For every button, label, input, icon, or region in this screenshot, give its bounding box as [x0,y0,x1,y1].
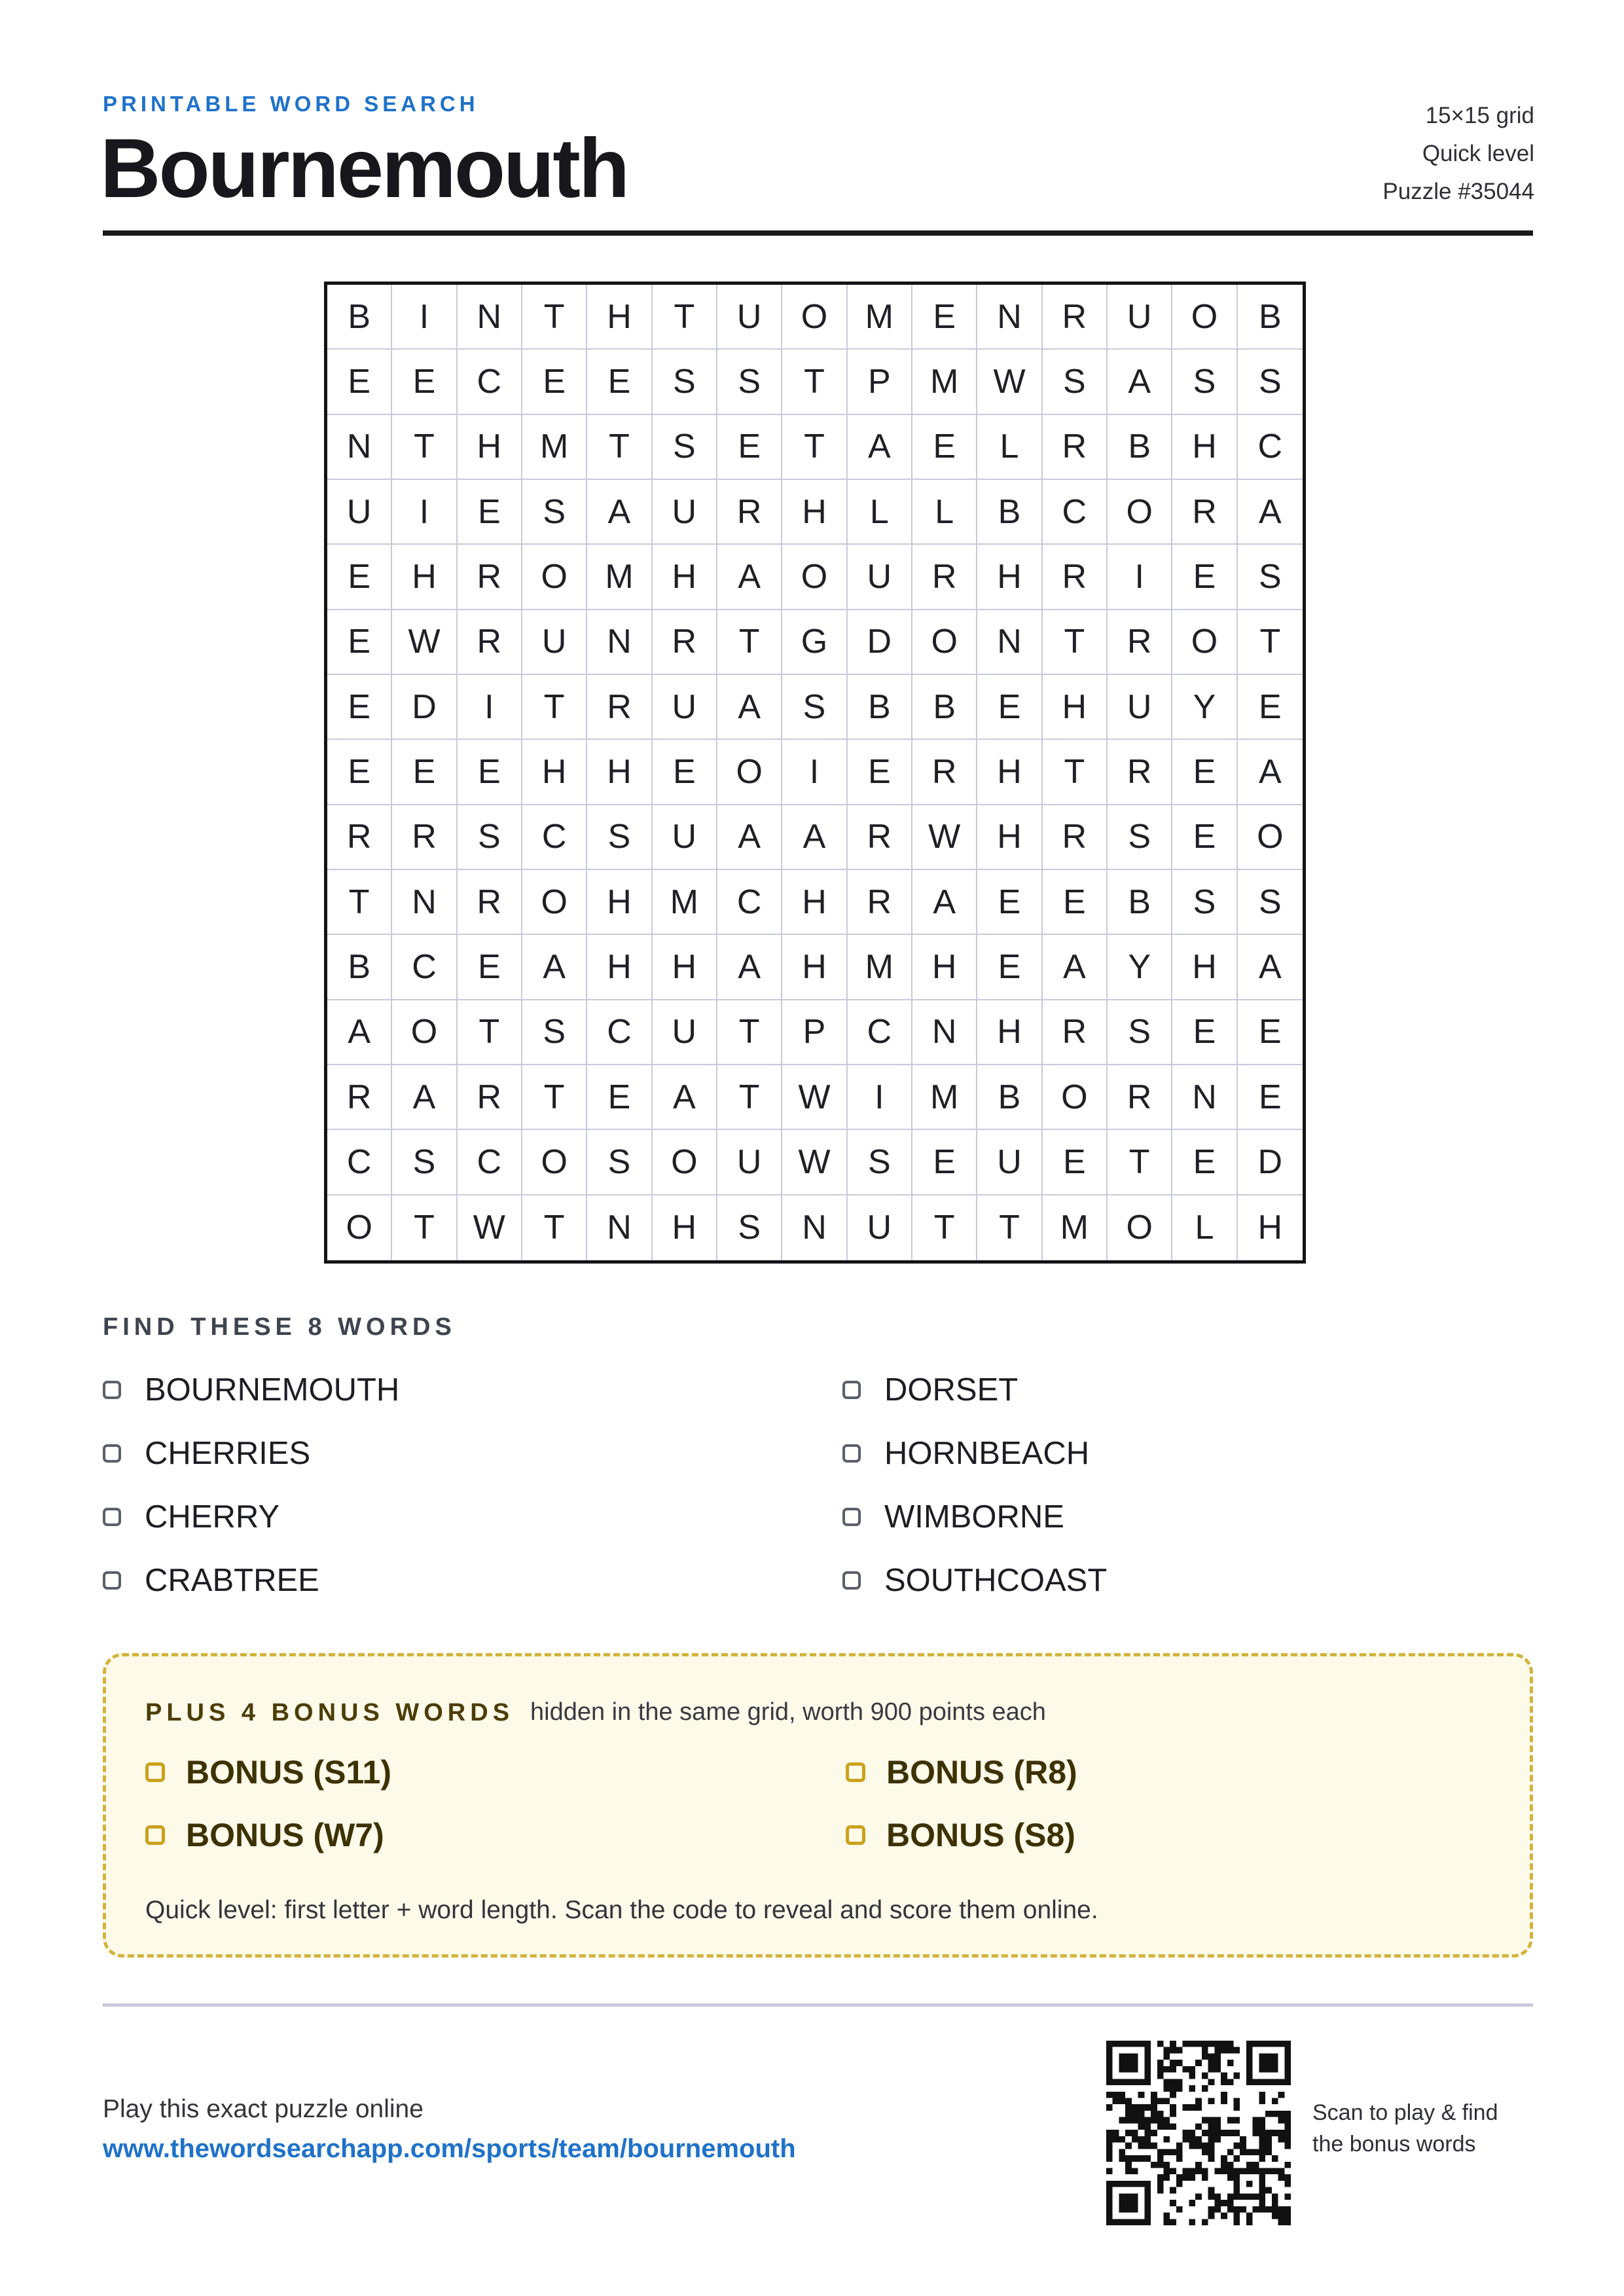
grid-cell[interactable]: C [522,805,587,870]
grid-cell[interactable]: C [327,1130,392,1195]
grid-cell[interactable]: M [522,415,587,480]
word-item[interactable] [842,1435,1533,1471]
grid-cell[interactable]: O [1238,805,1303,870]
bonus-word-item[interactable] [145,1816,846,1854]
grid-cell[interactable]: E [522,350,587,414]
grid-cell[interactable]: T [327,870,392,935]
grid-cell[interactable]: O [912,610,977,675]
grid-cell[interactable]: S [653,415,717,480]
grid-cell[interactable]: E [1043,1130,1108,1195]
grid-cell[interactable]: C [1043,480,1108,545]
grid-cell[interactable]: O [1172,610,1237,675]
grid-cell[interactable]: E [1172,805,1237,870]
grid-cell[interactable]: O [1043,1065,1108,1130]
grid-cell[interactable]: O [717,740,782,805]
grid-cell[interactable]: S [653,350,717,414]
word-item[interactable] [842,1499,1533,1535]
bonus-word-item[interactable] [145,1753,846,1791]
grid-cell[interactable]: U [653,805,717,870]
word-label: CHERRIES [145,1435,311,1471]
grid-cell[interactable]: E [717,415,782,480]
grid-cell[interactable]: R [458,610,522,675]
grid-cell[interactable]: S [717,1195,782,1260]
grid-cell[interactable]: E [458,740,522,805]
grid-cell[interactable]: H [1172,935,1237,1000]
scan-caption-line: the bonus words [1312,2132,1476,2157]
grid-cell[interactable]: D [1238,1130,1303,1195]
bonus-word-item[interactable] [846,1753,1494,1791]
checkbox[interactable] [103,1381,121,1399]
grid-cell[interactable]: Y [1172,675,1237,740]
grid-cell[interactable]: G [782,610,847,675]
word-label: BOURNEMOUTH [145,1372,400,1408]
grid-cell[interactable]: I [848,1065,912,1130]
word-label: CRABTREE [145,1562,319,1598]
eyebrow-label: PRINTABLE WORD SEARCH [103,92,479,116]
grid-cell[interactable]: R [912,545,977,610]
word-item[interactable] [103,1372,842,1408]
grid-cell[interactable]: H [587,870,652,935]
grid-cell[interactable]: S [717,350,782,414]
grid-cell[interactable]: R [1108,610,1172,675]
word-item[interactable] [842,1372,1533,1408]
grid-cell[interactable]: S [1238,545,1303,610]
grid-cell[interactable]: E [1238,1065,1303,1130]
puzzle-meta [1382,97,1534,211]
word-list [103,1372,1533,1598]
bonus-subheading: hidden in the same grid, worth 900 points each [530,1698,1046,1726]
grid-cell[interactable]: C [392,935,457,1000]
grid-cell[interactable]: T [392,1195,457,1260]
grid-cell[interactable]: L [848,480,912,545]
grid-cell[interactable]: A [327,1000,392,1065]
grid-cell[interactable]: C [458,350,522,414]
grid-cell[interactable]: E [392,350,457,414]
grid-cell[interactable]: E [912,415,977,480]
grid-cell[interactable]: H [653,1195,717,1260]
grid-cell[interactable]: M [848,285,912,350]
word-item[interactable] [103,1435,842,1471]
grid-cell[interactable]: R [327,1065,392,1130]
grid-cell[interactable]: O [1108,1195,1172,1260]
grid-cell[interactable]: P [782,1000,847,1065]
grid-cell[interactable]: H [587,740,652,805]
bonus-panel [103,1653,1533,1958]
grid-cell[interactable]: A [1238,740,1303,805]
grid-cell[interactable]: O [522,1130,587,1195]
grid-cell[interactable]: R [458,870,522,935]
grid-cell[interactable]: N [977,285,1042,350]
grid-cell[interactable]: T [587,415,652,480]
grid-cell[interactable]: E [653,740,717,805]
grid-cell[interactable]: T [717,1000,782,1065]
grid-cell[interactable]: E [327,610,392,675]
grid-cell[interactable]: E [1043,870,1108,935]
grid-cell[interactable]: H [653,545,717,610]
grid-cell[interactable]: C [848,1000,912,1065]
grid-cell[interactable]: H [912,935,977,1000]
footer-rule [103,2003,1533,2007]
grid-cell[interactable]: R [1172,480,1237,545]
grid-cell[interactable]: T [977,1195,1042,1260]
grid-cell[interactable]: C [717,870,782,935]
grid-cell[interactable]: O [327,1195,392,1260]
grid-cell[interactable]: E [392,740,457,805]
qr-code-icon[interactable] [1106,2041,1291,2225]
grid-cell[interactable]: R [1108,1065,1172,1130]
grid-cell[interactable]: W [977,350,1042,414]
bonus-word-label: BONUS (S11) [186,1754,391,1791]
grid-cell[interactable]: U [1108,675,1172,740]
grid-cell[interactable]: A [1238,480,1303,545]
checkbox[interactable] [842,1444,861,1463]
grid-cell[interactable]: T [782,350,847,414]
word-label: DORSET [884,1372,1019,1408]
grid-cell[interactable]: H [782,480,847,545]
grid-cell[interactable]: R [1043,285,1108,350]
grid-cell[interactable]: S [1172,870,1237,935]
grid-cell[interactable]: U [327,480,392,545]
grid-cell[interactable]: H [782,935,847,1000]
grid-cell[interactable]: E [1172,1130,1237,1195]
grid-cell[interactable]: A [1043,935,1108,1000]
checkbox[interactable] [103,1444,121,1463]
grid-cell[interactable]: O [782,285,847,350]
grid-cell[interactable]: A [717,935,782,1000]
checkbox[interactable] [145,1825,165,1845]
grid-cell[interactable]: M [912,350,977,414]
grid-cell[interactable]: O [1172,285,1237,350]
grid-cell[interactable]: D [392,675,457,740]
grid-cell[interactable]: U [848,545,912,610]
grid-cell[interactable]: N [977,610,1042,675]
grid-cell[interactable]: A [717,675,782,740]
checkbox[interactable] [842,1571,861,1590]
grid-cell[interactable]: E [977,870,1042,935]
grid-cell[interactable]: A [587,480,652,545]
grid-cell[interactable]: H [653,935,717,1000]
grid-cell[interactable]: H [977,740,1042,805]
word-label: HORNBEACH [884,1435,1090,1471]
letter-grid[interactable] [324,282,1306,1264]
grid-cell[interactable]: U [1108,285,1172,350]
grid-cell[interactable]: S [782,675,847,740]
word-item[interactable] [103,1562,842,1598]
grid-size: 15×15 grid [1425,103,1534,128]
grid-cell[interactable]: R [392,805,457,870]
checkbox[interactable] [103,1571,121,1590]
grid-cell[interactable]: U [653,480,717,545]
grid-cell[interactable]: R [327,805,392,870]
grid-cell[interactable]: R [912,740,977,805]
checkbox[interactable] [842,1381,861,1399]
grid-cell[interactable]: N [587,1195,652,1260]
grid-cell[interactable]: S [458,805,522,870]
grid-cell[interactable]: B [1238,285,1303,350]
grid-cell[interactable]: C [587,1000,652,1065]
grid-cell[interactable]: B [1108,870,1172,935]
grid-cell[interactable]: E [327,675,392,740]
checkbox[interactable] [145,1762,165,1782]
grid-cell[interactable]: O [392,1000,457,1065]
grid-cell[interactable]: E [848,740,912,805]
grid-cell[interactable]: R [587,675,652,740]
grid-cell[interactable]: W [392,610,457,675]
grid-cell[interactable]: S [1043,350,1108,414]
puzzle-id: Puzzle #35044 [1382,179,1534,204]
grid-cell[interactable]: H [782,870,847,935]
grid-cell[interactable]: E [1172,740,1237,805]
grid-cell[interactable]: S [1108,1000,1172,1065]
grid-cell[interactable]: T [392,415,457,480]
word-label: CHERRY [145,1499,280,1535]
grid-cell[interactable]: R [848,805,912,870]
grid-cell[interactable]: H [587,935,652,1000]
grid-cell[interactable]: S [522,480,587,545]
grid-cell[interactable]: H [1257,1209,1283,1247]
grid-cell[interactable]: U [522,610,587,675]
grid-cell[interactable]: L [912,480,977,545]
grid-cell[interactable]: B [327,285,392,350]
grid-cell[interactable]: M [653,870,717,935]
grid-cell[interactable]: I [458,675,522,740]
bonus-heading: PLUS 4 BONUS WORDS [145,1699,514,1726]
grid-cell[interactable]: N [587,610,652,675]
grid-cell[interactable]: M [1043,1195,1108,1260]
grid-cell[interactable]: E [327,740,392,805]
grid-cell[interactable]: H [458,415,522,480]
grid-cell[interactable]: H [522,740,587,805]
grid-cell[interactable]: O [522,545,587,610]
grid-cell[interactable]: O [782,545,847,610]
grid-cell[interactable]: E [1172,545,1237,610]
grid-cell[interactable]: C [1238,415,1303,480]
grid-cell[interactable]: E [977,935,1042,1000]
bonus-word-label: BONUS (W7) [186,1817,384,1853]
grid-cell[interactable]: T [1108,1130,1172,1195]
bonus-word-item[interactable] [846,1816,1494,1854]
grid-cell[interactable]: W [782,1065,847,1130]
grid-cell[interactable]: U [848,1195,912,1260]
grid-cell[interactable]: A [392,1065,457,1130]
grid-cell[interactable]: A [717,805,782,870]
grid-cell[interactable]: T [522,285,587,350]
page-title: Bournemouth [100,122,628,215]
grid-cell[interactable]: E [1238,675,1303,740]
grid-cell[interactable]: H [977,545,1042,610]
grid-cell[interactable]: T [717,1065,782,1130]
grid-cell[interactable]: E [912,1130,977,1195]
grid-cell[interactable]: H [1172,415,1237,480]
grid-cell[interactable]: E [327,545,392,610]
grid-cell[interactable]: U [717,285,782,350]
grid-cell[interactable]: Y [1108,935,1172,1000]
bonus-note: Quick level: first letter + word length. Scan the code to reveal and score them online. [145,1896,1098,1924]
checkbox[interactable] [103,1508,121,1526]
grid-cell[interactable]: P [848,350,912,414]
grid-cell[interactable]: H [977,805,1042,870]
grid-cell[interactable]: R [1043,545,1108,610]
grid-cell[interactable]: R [1108,740,1172,805]
header-rule [103,230,1533,236]
bonus-word-list [145,1753,1494,1854]
grid-cell[interactable]: E [587,350,652,414]
grid-cell[interactable]: N [912,1000,977,1065]
grid-cell[interactable]: A [912,870,977,935]
grid-cell[interactable]: O [522,870,587,935]
checkbox[interactable] [846,1825,865,1845]
grid-cell[interactable]: R [848,870,912,935]
grid-cell[interactable]: S [1172,350,1237,414]
grid-cell[interactable]: U [977,1130,1042,1195]
grid-cell[interactable]: B [977,1065,1042,1130]
grid-cell[interactable]: M [912,1065,977,1130]
grid-cell[interactable]: N [327,415,392,480]
grid-cell[interactable]: T [522,1195,587,1260]
grid-cell[interactable]: T [522,675,587,740]
grid-cell[interactable]: I [392,480,457,545]
grid-cell[interactable]: S [587,1130,652,1195]
word-label: SOUTHCOAST [884,1562,1108,1598]
grid-cell[interactable]: S [848,1130,912,1195]
grid-cell[interactable]: N [1172,1065,1237,1130]
grid-cell[interactable]: M [587,545,652,610]
grid-cell[interactable]: I [392,285,457,350]
bonus-word-label: BONUS (S8) [886,1817,1075,1853]
grid-cell[interactable]: E [327,350,392,414]
grid-cell[interactable]: H [587,285,652,350]
grid-cell[interactable]: S [392,1130,457,1195]
puzzle-url-link[interactable]: www.thewordsearchapp.com/sports/team/bournemouth [103,2134,796,2163]
grid-cell[interactable]: W [458,1195,522,1260]
grid-cell[interactable]: R [1043,415,1108,480]
grid-cell[interactable]: B [912,675,977,740]
grid-cell[interactable]: H [977,1000,1042,1065]
find-heading: FIND THESE 8 WORDS [103,1313,456,1341]
grid-cell[interactable]: E [912,285,977,350]
grid-cell[interactable]: E [458,935,522,1000]
grid-cell[interactable]: A [1108,350,1172,414]
grid-cell[interactable]: R [1043,805,1108,870]
grid-cell[interactable]: L [1172,1195,1237,1260]
grid-cell[interactable]: T [1043,610,1108,675]
grid-cell[interactable]: I [782,740,847,805]
grid-cell[interactable]: B [977,480,1042,545]
grid-cell[interactable]: E [977,675,1042,740]
grid-cell[interactable]: U [717,1130,782,1195]
grid-cell[interactable]: H [1043,675,1108,740]
grid-cell[interactable]: T [1238,610,1303,675]
grid-cell[interactable]: A [653,1065,717,1130]
bonus-word-label: BONUS (R8) [886,1754,1077,1791]
grid-cell[interactable]: O [653,1130,717,1195]
grid-cell[interactable]: B [327,935,392,1000]
grid-cell[interactable]: S [1238,870,1303,935]
grid-cell[interactable]: S [587,805,652,870]
word-item[interactable] [842,1562,1533,1598]
grid-cell[interactable]: S [522,1000,587,1065]
grid-cell[interactable]: B [1108,415,1172,480]
grid-cell[interactable]: A [717,545,782,610]
grid-cell[interactable]: U [653,675,717,740]
grid-cell[interactable]: B [848,675,912,740]
grid-cell[interactable]: U [653,1000,717,1065]
grid-cell[interactable]: D [848,610,912,675]
grid-cell[interactable]: N [392,870,457,935]
grid-cell[interactable]: N [458,285,522,350]
grid-cell[interactable]: H [392,545,457,610]
grid-cell[interactable]: C [458,1130,522,1195]
word-item[interactable] [103,1499,842,1535]
grid-cell[interactable]: E [458,480,522,545]
grid-cell[interactable]: M [848,935,912,1000]
grid-cell[interactable]: T [522,1065,587,1130]
scan-caption-line: Scan to play & find [1312,2100,1498,2125]
grid-cell[interactable]: R [458,1065,522,1130]
grid-cell[interactable]: E [587,1065,652,1130]
grid-cell[interactable]: R [653,610,717,675]
grid-cell[interactable]: A [782,805,847,870]
grid-cell[interactable]: A [522,935,587,1000]
grid-cell[interactable]: R [1043,1000,1108,1065]
grid-cell[interactable]: A [1238,935,1303,1000]
word-label: WIMBORNE [884,1499,1064,1535]
grid-cell[interactable]: T [782,415,847,480]
grid-cell[interactable]: E [1172,1000,1237,1065]
grid-cell[interactable]: T [717,610,782,675]
grid-cell[interactable]: W [782,1130,847,1195]
play-online-text: Play this exact puzzle online [103,2095,424,2123]
grid-cell[interactable]: N [782,1195,847,1260]
grid-cell[interactable]: T [1043,740,1108,805]
grid-cell[interactable]: E [1238,1000,1303,1065]
grid-cell[interactable]: I [1108,545,1172,610]
grid-cell[interactable]: T [653,285,717,350]
grid-cell[interactable]: S [1108,805,1172,870]
scan-caption [1312,2097,1498,2160]
grid-cell[interactable]: O [1108,480,1172,545]
grid-cell[interactable]: S [1238,350,1303,414]
grid-cell[interactable]: T [458,1000,522,1065]
grid-cell[interactable]: R [717,480,782,545]
grid-cell[interactable]: L [977,415,1042,480]
difficulty-level: Quick level [1422,141,1534,166]
grid-cell[interactable]: A [848,415,912,480]
grid-cell[interactable]: W [912,805,977,870]
grid-cell[interactable]: R [458,545,522,610]
checkbox[interactable] [846,1762,865,1782]
checkbox[interactable] [842,1508,861,1526]
grid-cell[interactable]: T [912,1195,977,1260]
